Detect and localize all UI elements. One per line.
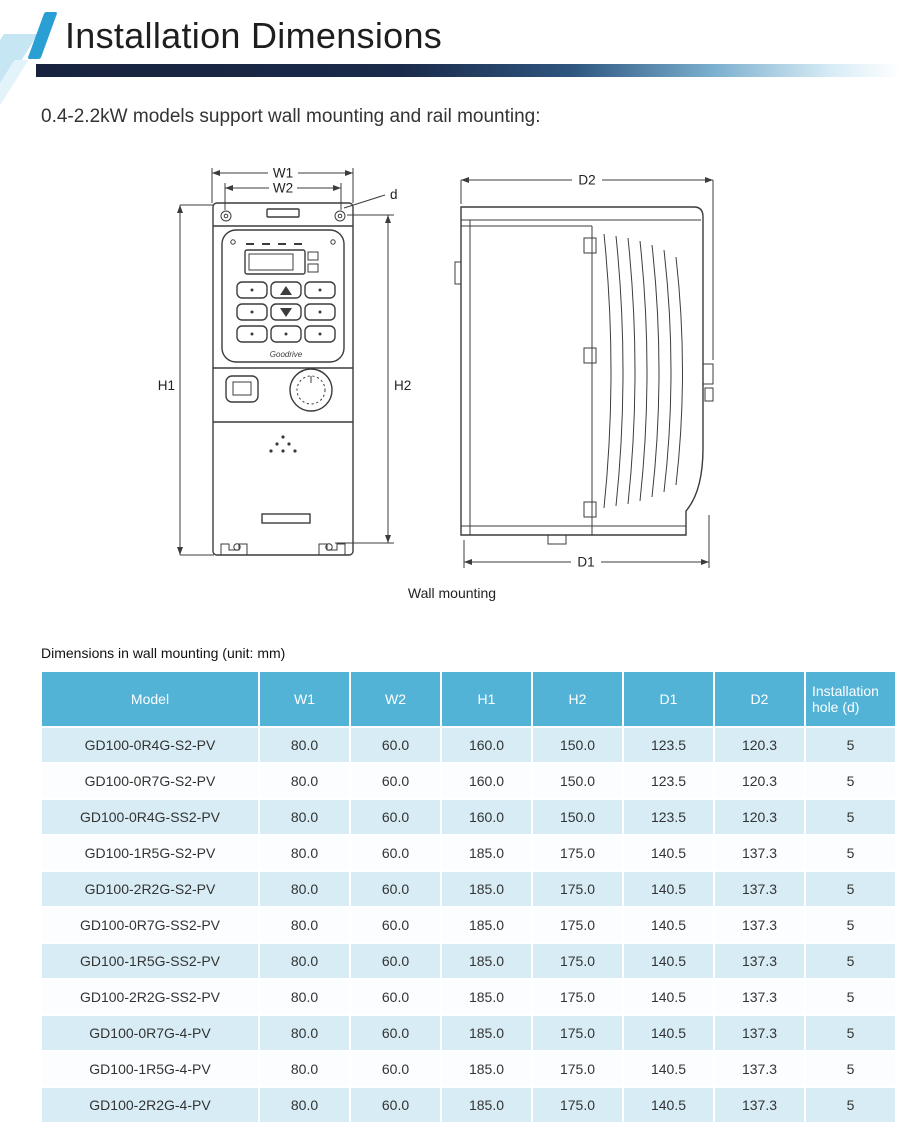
cell-value: 80.0: [260, 1052, 349, 1086]
front-view-drawing: [213, 203, 353, 555]
table-row: [42, 1052, 895, 1086]
brand-label: Goodrive: [269, 350, 303, 359]
cell-value: 60.0: [351, 1088, 440, 1122]
cell-value: 140.5: [624, 872, 713, 906]
cell-value: 185.0: [442, 1088, 531, 1122]
dim-label-w2: W2: [272, 180, 294, 196]
cell-value: 60.0: [351, 980, 440, 1014]
col-header-model: Model: [42, 672, 258, 726]
cell-value: 175.0: [533, 872, 622, 906]
cell-value: 185.0: [442, 980, 531, 1014]
dim-label-w1: W1: [272, 165, 294, 181]
cell-model: GD100-0R7G-4-PV: [42, 1016, 258, 1050]
page-header: [36, 12, 442, 59]
cell-value: 185.0: [442, 944, 531, 978]
table-row: [42, 872, 895, 906]
cell-value: 175.0: [533, 980, 622, 1014]
cell-value: 140.5: [624, 1016, 713, 1050]
cell-model: GD100-0R4G-S2-PV: [42, 728, 258, 762]
cell-value: 185.0: [442, 1052, 531, 1086]
table-caption: Dimensions in wall mounting (unit: mm): [41, 645, 286, 661]
col-header-w2: W2: [351, 672, 440, 726]
cell-value: 185.0: [442, 872, 531, 906]
cell-value: 5: [806, 1016, 895, 1050]
cell-value: 60.0: [351, 908, 440, 942]
up-arrow-key-icon: [280, 286, 292, 295]
table-row: [42, 728, 895, 762]
cell-value: 137.3: [715, 1052, 804, 1086]
col-header-w1: W1: [260, 672, 349, 726]
col-header-h2: H2: [533, 672, 622, 726]
cell-value: 60.0: [351, 872, 440, 906]
cell-value: 150.0: [533, 764, 622, 798]
cell-model: GD100-2R2G-SS2-PV: [42, 980, 258, 1014]
cell-value: 80.0: [260, 800, 349, 834]
cell-value: 140.5: [624, 944, 713, 978]
table-row: [42, 944, 895, 978]
cell-value: 60.0: [351, 800, 440, 834]
cell-value: 5: [806, 800, 895, 834]
cell-value: 5: [806, 728, 895, 762]
cell-value: 140.5: [624, 836, 713, 870]
front-view-dimensions: [158, 166, 412, 556]
cell-model: GD100-0R4G-SS2-PV: [42, 800, 258, 834]
cell-value: 150.0: [533, 728, 622, 762]
cell-value: 137.3: [715, 1016, 804, 1050]
col-header-h1: H1: [442, 672, 531, 726]
cell-value: 80.0: [260, 836, 349, 870]
col-header-installation-hole: Installation hole (d): [806, 672, 895, 726]
cell-value: 140.5: [624, 980, 713, 1014]
cell-model: GD100-0R7G-SS2-PV: [42, 908, 258, 942]
table-row: [42, 980, 895, 1014]
cell-value: 5: [806, 908, 895, 942]
cell-value: 123.5: [624, 764, 713, 798]
cell-model: GD100-2R2G-4-PV: [42, 1088, 258, 1122]
cell-value: 120.3: [715, 764, 804, 798]
cell-value: 160.0: [442, 800, 531, 834]
table-row: [42, 764, 895, 798]
cell-value: 175.0: [533, 836, 622, 870]
cell-value: 175.0: [533, 1016, 622, 1050]
table-row: [42, 1016, 895, 1050]
cell-value: 60.0: [351, 944, 440, 978]
cell-value: 140.5: [624, 1088, 713, 1122]
cell-value: 140.5: [624, 1052, 713, 1086]
table-row: [42, 908, 895, 942]
cell-value: 123.5: [624, 728, 713, 762]
cell-value: 5: [806, 872, 895, 906]
cell-value: 175.0: [533, 1088, 622, 1122]
dim-label-hole: d: [390, 187, 398, 202]
installation-diagram: [0, 150, 901, 620]
col-header-d1: D1: [624, 672, 713, 726]
cell-value: 137.3: [715, 908, 804, 942]
cell-value: 80.0: [260, 872, 349, 906]
table-header-row: [42, 672, 895, 726]
cell-value: 60.0: [351, 728, 440, 762]
cell-value: 123.5: [624, 800, 713, 834]
cell-value: 60.0: [351, 1052, 440, 1086]
cell-value: 5: [806, 944, 895, 978]
cell-value: 80.0: [260, 764, 349, 798]
cell-model: GD100-2R2G-S2-PV: [42, 872, 258, 906]
table-row: [42, 836, 895, 870]
cell-model: GD100-1R5G-S2-PV: [42, 836, 258, 870]
cell-value: 120.3: [715, 800, 804, 834]
cell-value: 185.0: [442, 836, 531, 870]
cell-model: GD100-1R5G-4-PV: [42, 1052, 258, 1086]
cell-value: 137.3: [715, 944, 804, 978]
table-row: [42, 1088, 895, 1122]
cell-value: 160.0: [442, 728, 531, 762]
table-row: [42, 800, 895, 834]
cell-value: 80.0: [260, 908, 349, 942]
cell-value: 60.0: [351, 1016, 440, 1050]
cell-value: 137.3: [715, 836, 804, 870]
side-view-drawing: [455, 207, 713, 544]
cell-value: 175.0: [533, 1052, 622, 1086]
cell-value: 175.0: [533, 908, 622, 942]
cell-value: 5: [806, 1052, 895, 1086]
dimensions-table-body: [42, 728, 895, 1122]
cell-model: GD100-1R5G-SS2-PV: [42, 944, 258, 978]
cell-value: 185.0: [442, 1016, 531, 1050]
cell-value: 60.0: [351, 764, 440, 798]
cell-value: 5: [806, 764, 895, 798]
down-arrow-key-icon: [280, 308, 292, 317]
cell-value: 137.3: [715, 980, 804, 1014]
dimensions-table: [40, 670, 897, 1124]
cell-value: 80.0: [260, 1088, 349, 1122]
cell-value: 150.0: [533, 800, 622, 834]
dim-label-d1: D1: [577, 554, 595, 570]
intro-text: 0.4-2.2kW models support wall mounting and rail mounting:: [41, 106, 541, 127]
cell-value: 185.0: [442, 908, 531, 942]
cell-value: 160.0: [442, 764, 531, 798]
side-view-dimensions: [461, 173, 713, 570]
cell-value: 80.0: [260, 980, 349, 1014]
col-header-d2: D2: [715, 672, 804, 726]
cell-value: 137.3: [715, 872, 804, 906]
dim-label-d2: D2: [578, 172, 596, 188]
page-title: Installation Dimensions: [65, 14, 443, 56]
cell-value: 120.3: [715, 728, 804, 762]
dim-label-h1: H1: [157, 378, 175, 393]
header-gradient-band: [36, 64, 901, 77]
cell-value: 80.0: [260, 728, 349, 762]
dim-label-h2: H2: [394, 378, 412, 393]
cell-value: 60.0: [351, 836, 440, 870]
cell-value: 5: [806, 980, 895, 1014]
diagram-caption: Wall mounting: [407, 585, 497, 601]
cell-value: 5: [806, 1088, 895, 1122]
cell-value: 140.5: [624, 908, 713, 942]
cell-value: 80.0: [260, 1016, 349, 1050]
cell-value: 5: [806, 836, 895, 870]
cell-model: GD100-0R7G-S2-PV: [42, 764, 258, 798]
cell-value: 175.0: [533, 944, 622, 978]
cell-value: 80.0: [260, 944, 349, 978]
cell-value: 137.3: [715, 1088, 804, 1122]
